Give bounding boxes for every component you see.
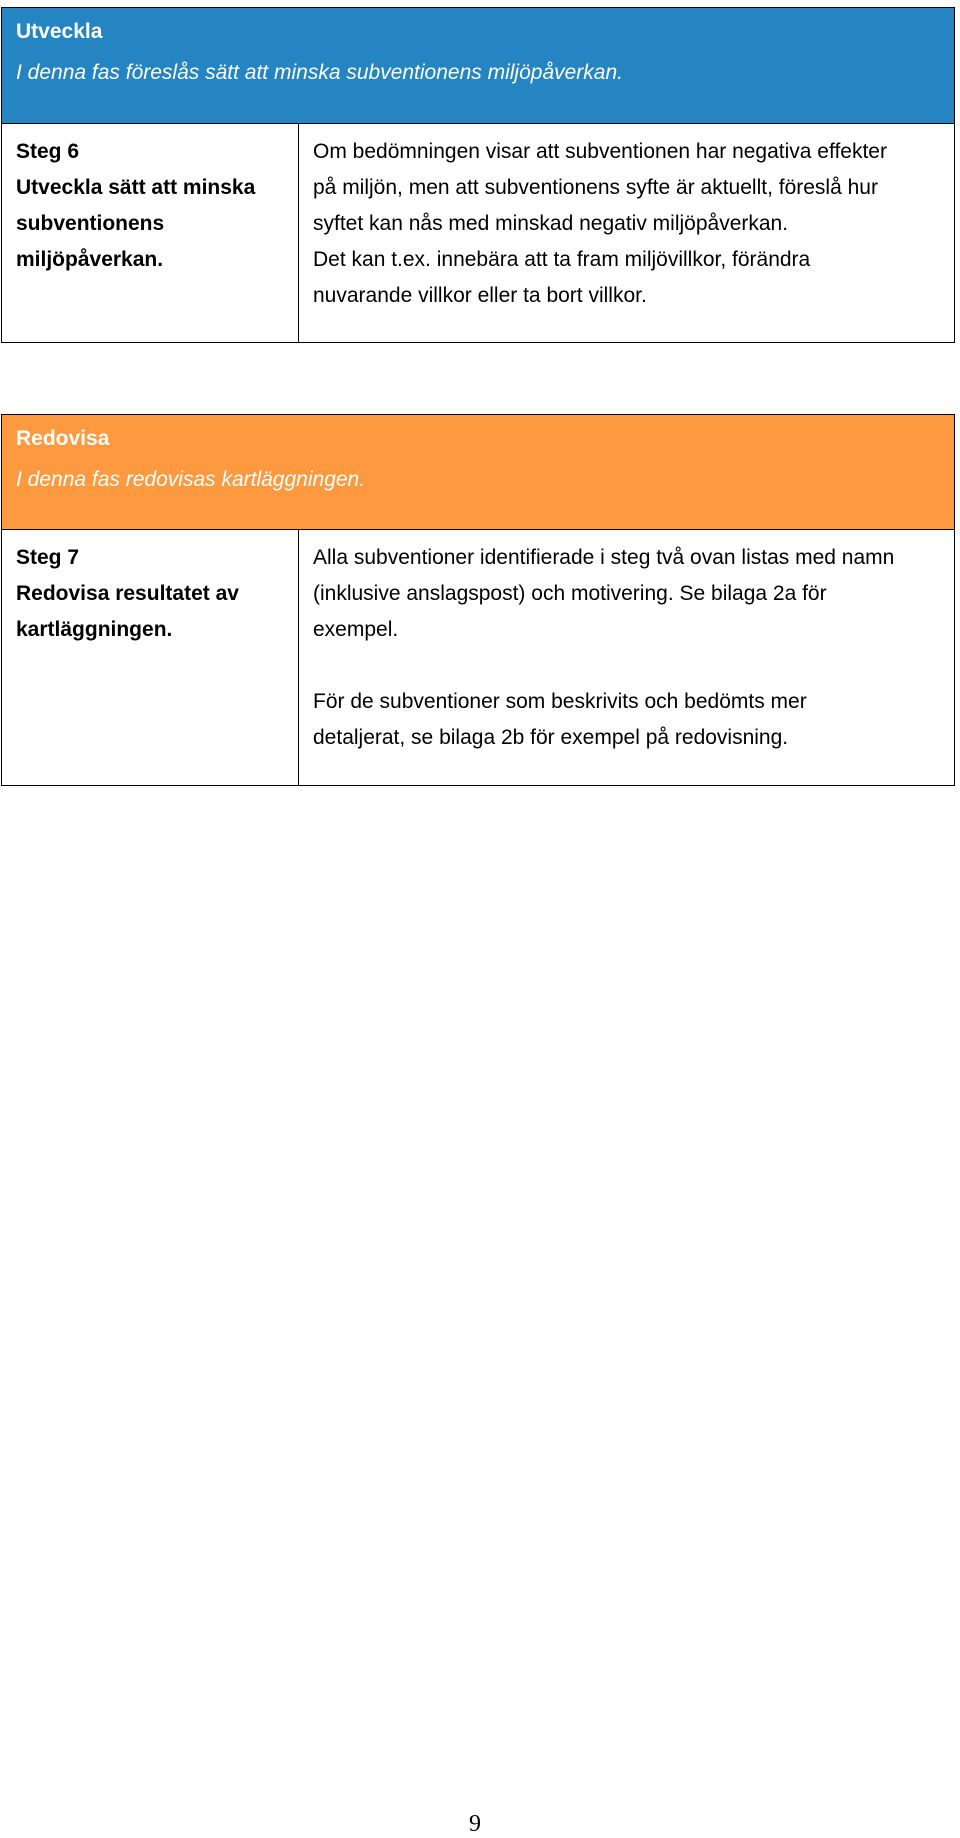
description-line: Om bedömningen visar att subventionen har negativa effekter [313,140,887,163]
step-label: Steg 6 [16,140,80,163]
step-title-line: Utveckla sätt att minska [16,176,256,199]
step-row-7 [2,530,954,785]
step-row-6 [2,124,954,342]
description-line: Det kan t.ex. innebära att ta fram miljövillkor, förändra [313,248,811,271]
description-line: (inklusive anslagspost) och motivering. Se bilaga 2a för [313,582,827,605]
phase-subtitle: I denna fas föreslås sätt att minska subventionens miljöpåverkan. [16,61,623,84]
description-cell [299,530,954,785]
step-label: Steg 7 [16,546,80,569]
step-title-line: Redovisa resultatet av [16,582,239,605]
description-line: exempel. [313,618,399,641]
phase-utveckla [1,7,955,343]
description-line: detaljerat, se bilaga 2b för exempel på redovisning. [313,726,789,749]
step-title-line: kartläggningen. [16,618,173,641]
description-paragraph [313,540,940,648]
phase-subtitle: I denna fas redovisas kartläggningen. [16,468,366,491]
description-line: För de subventioner som beskrivits och bedömts mer [313,690,807,713]
phase-title: Redovisa [16,427,110,450]
step-title-line: subventionens [16,212,165,235]
page-number: 9 [469,1811,481,1837]
phase-title: Utveckla [16,20,103,43]
description-line: Alla subventioner identifierade i steg två ovan listas med namn [313,546,895,569]
description-cell [299,124,954,342]
step-title-line: miljöpåverkan. [16,248,164,271]
description-line: syftet kan nås med minskad negativ miljöpåverkan. [313,212,789,235]
phase-header-redovisa [2,415,954,530]
description-paragraph [313,684,940,756]
step-cell [2,124,299,342]
phase-redovisa [1,414,955,786]
description-line: på miljön, men att subventionens syfte är aktuellt, föreslå hur [313,176,878,199]
phase-header-utveckla [2,8,954,124]
step-cell [2,530,299,785]
description-line: nuvarande villkor eller ta bort villkor. [313,284,647,307]
